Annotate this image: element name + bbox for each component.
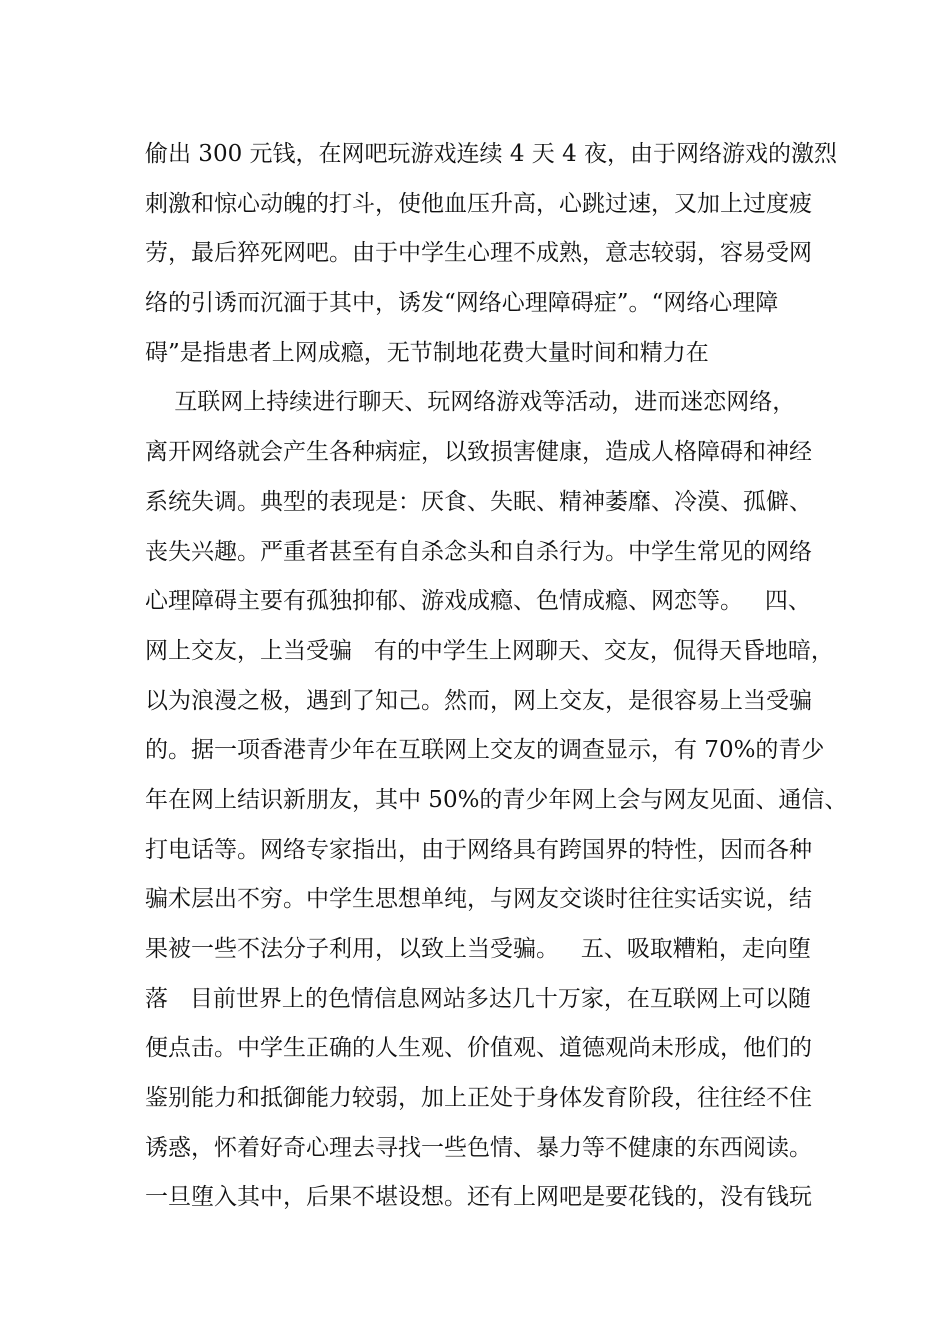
text-line: 丧失兴趣。严重者甚至有自杀念头和自杀行为。中学生常见的网络: [145, 538, 812, 565]
text-line: 离开网络就会产生各种病症，以致损害健康，造成人格障碍和神经: [145, 439, 812, 466]
text-line: 偷出 300 元钱，在网吧玩游戏连续 4 天 4 夜，由于网络游戏的激烈: [145, 141, 838, 167]
text-line: 络的引诱而沉湎于其中，诱发“网络心理障碍症”。“网络心理障: [145, 290, 779, 317]
text-line: 的。据一项香港青少年在互联网上交友的调查显示，有 70%的青少: [145, 737, 825, 764]
text-line: 果被一些不法分子利用，以致上当受骗。 五、吸取糟粕，走向堕: [145, 936, 811, 962]
text-line: 年在网上结识新朋友，其中 50%的青少年网上会与网友见面、通信、: [145, 786, 848, 813]
text-line: 以为浪漫之极，遇到了知己。然而，网上交友，是很容易上当受骗: [145, 687, 812, 714]
body-text: [145, 130, 848, 1223]
text-line: 落 目前世界上的色情信息网站多达几十万家，在互联网上可以随: [145, 985, 811, 1012]
text-line: 互联网上持续进行聊天、玩网络游戏等活动，进而迷恋网络，: [145, 389, 796, 416]
text-line: 网上交友，上当受骗 有的中学生上网聊天、交友，侃得天昏地暗，: [145, 637, 834, 664]
text-line: 碍”是指患者上网成瘾，无节制地花费大量时间和精力在: [145, 339, 709, 366]
text-line: 诱惑，怀着好奇心理去寻找一些色情、暴力等不健康的东西阅读。: [145, 1134, 812, 1161]
text-line: 心理障碍主要有孤独抑郁、游戏成瘾、色情成瘾、网恋等。 四、: [145, 588, 811, 615]
text-line: 劳，最后猝死网吧。由于中学生心理不成熟，意志较弱，容易受网: [145, 240, 812, 267]
text-line: 骗术层出不穷。中学生思想单纯，与网友交谈时往往实话实说，结: [145, 886, 812, 913]
text-line: 刺激和惊心动魄的打斗，使他血压升高，心跳过速，又加上过度疲: [145, 190, 812, 217]
text-line: 打电话等。网络专家指出，由于网络具有跨国界的特性，因而各种: [145, 836, 812, 863]
text-line: 一旦堕入其中，后果不堪设想。还有上网吧是要花钱的，没有钱玩: [145, 1184, 812, 1211]
text-line: 鉴别能力和抵御能力较弱，加上正处于身体发育阶段，往往经不住: [145, 1085, 812, 1112]
text-line: 系统失调。典型的表现是：厌食、失眠、精神萎靡、冷漠、孤僻、: [145, 488, 812, 515]
text-line: 便点击。中学生正确的人生观、价值观、道德观尚未形成，他们的: [145, 1035, 812, 1062]
